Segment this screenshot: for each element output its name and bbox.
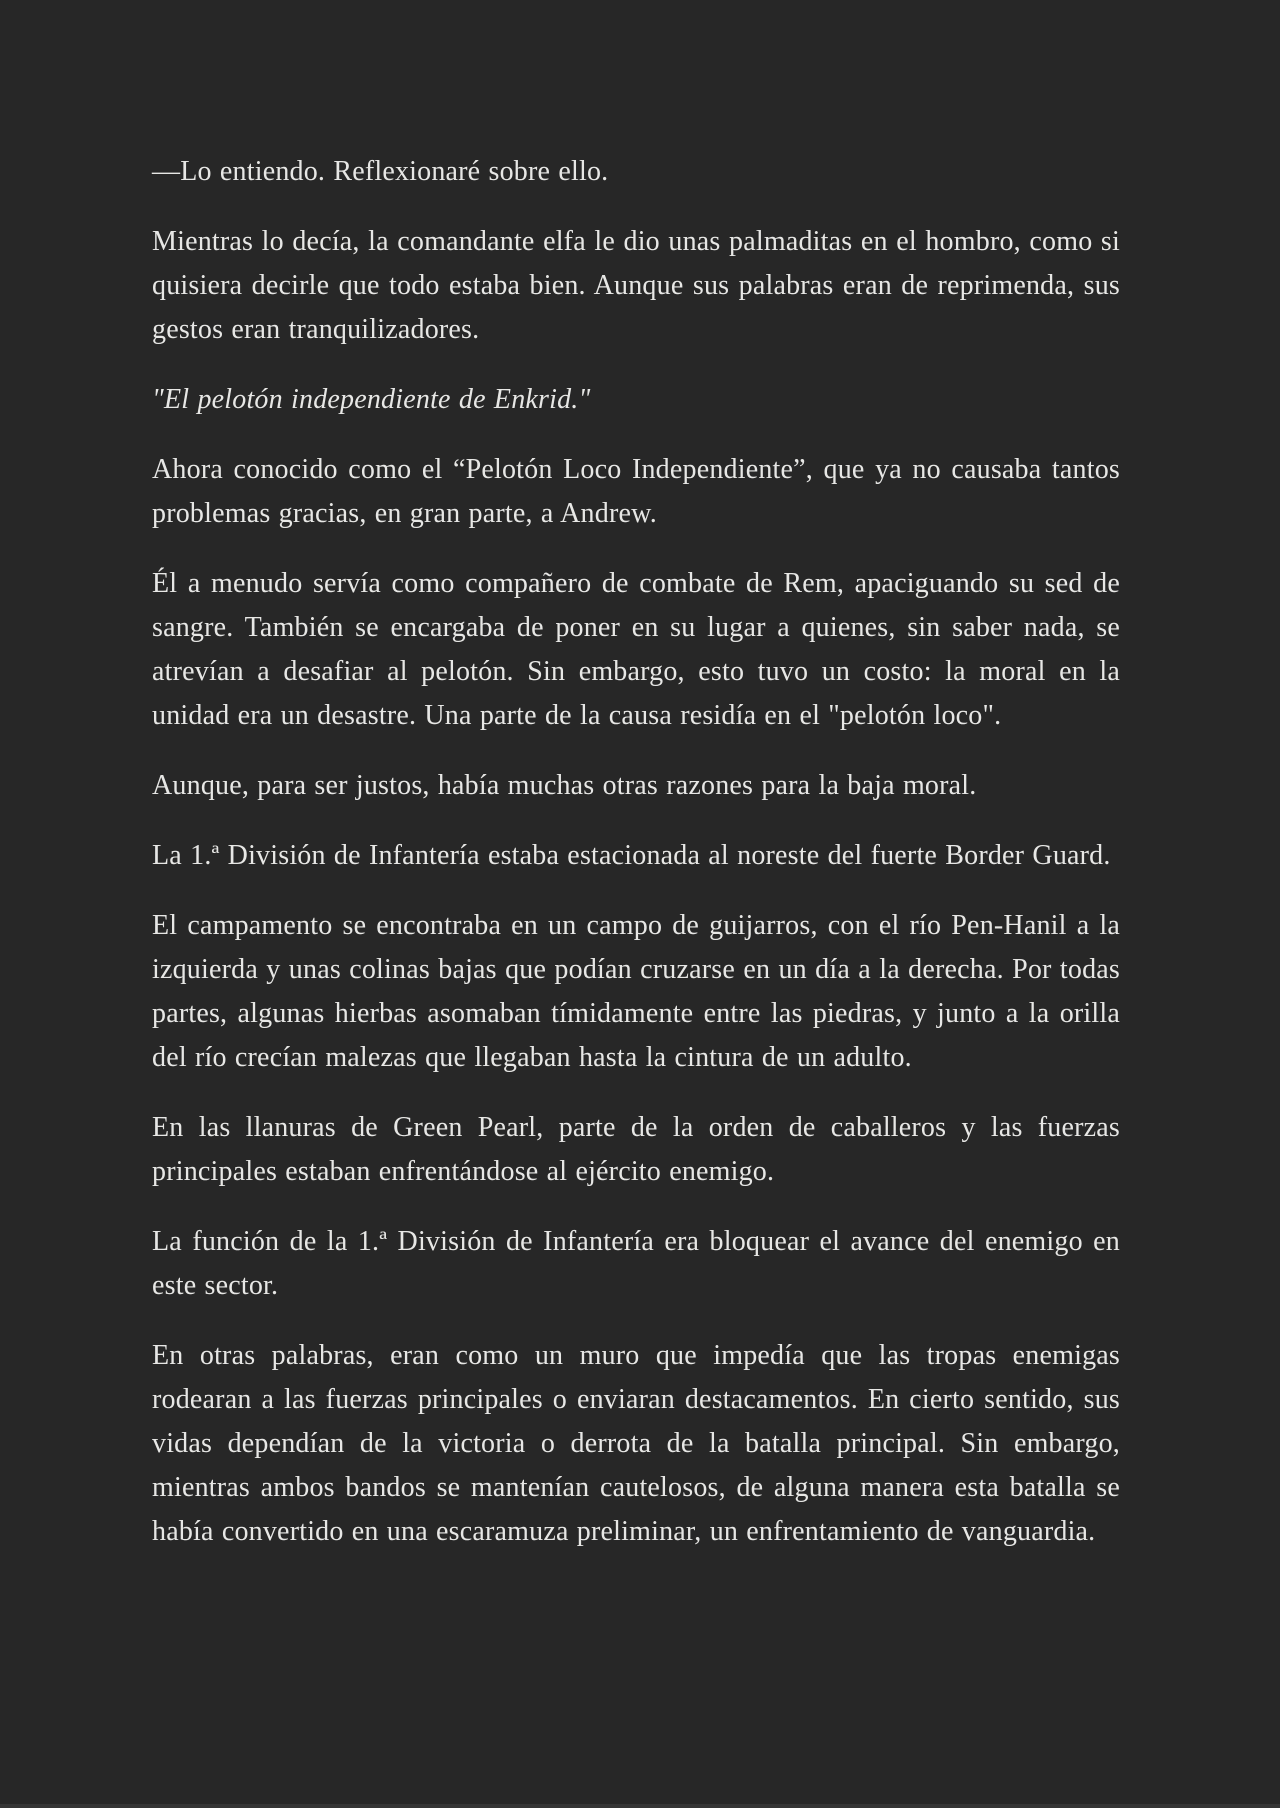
paragraph: En las llanuras de Green Pearl, parte de la orden de caballeros y las fuerzas principales estaban enfrentándose al ejército enemigo. (152, 1112, 1120, 1187)
paragraph: Él a menudo servía como compañero de combate de Rem, apaciguando su sed de sangre. También se encargaba de poner en su lugar a quienes, sin saber nada, se atrevían a desafiar al pelotón. Sin embargo, esto tuvo un costo: la moral en la unidad era un desastre. Una parte de la causa residía en el "pelotón loco". (152, 568, 1120, 731)
paragraph: En otras palabras, eran como un muro que impedía que las tropas enemigas rodearan a las fuerzas principales o enviaran destacamentos. En cierto sentido, sus vidas dependían de la victoria o derrota de la batalla principal. Sin embargo, mientras ambos bandos se mantenían cautelosos, de alguna manera esta batalla se había convertido en una escaramuza preliminar, un enfrentamiento de vanguardia. (152, 1340, 1120, 1547)
paragraph: La 1.ª División de Infantería estaba estacionada al noreste del fuerte Border Guard. (152, 840, 1111, 871)
paragraph: Mientras lo decía, la comandante elfa le dio unas palmaditas en el hombro, como si quisiera decirle que todo estaba bien. Aunque sus palabras eran de reprimenda, sus gestos eran tranquilizadores. (152, 226, 1120, 345)
paragraph-quote-italic: "El pelotón independiente de Enkrid." (152, 384, 591, 415)
paragraph: El campamento se encontraba en un campo de guijarros, con el río Pen-Hanil a la izquierda y unas colinas bajas que podían cruzarse en un día a la derecha. Por todas partes, algunas hierbas asomaban tímidamente entre las piedras, y junto a la orilla del río crecían malezas que llegaban hasta la cintura de un adulto. (152, 910, 1120, 1073)
paragraph: Aunque, para ser justos, había muchas otras razones para la baja moral. (152, 770, 977, 801)
paragraph-dialogue: —Lo entiendo. Reflexionaré sobre ello. (152, 156, 609, 187)
window-bottom-edge (0, 1804, 1280, 1808)
paragraph: Ahora conocido como el “Pelotón Loco Independiente”, que ya no causaba tantos problemas gracias, en gran parte, a Andrew. (152, 454, 1120, 529)
paragraph: La función de la 1.ª División de Infantería era bloquear el avance del enemigo en este sector. (152, 1226, 1120, 1301)
